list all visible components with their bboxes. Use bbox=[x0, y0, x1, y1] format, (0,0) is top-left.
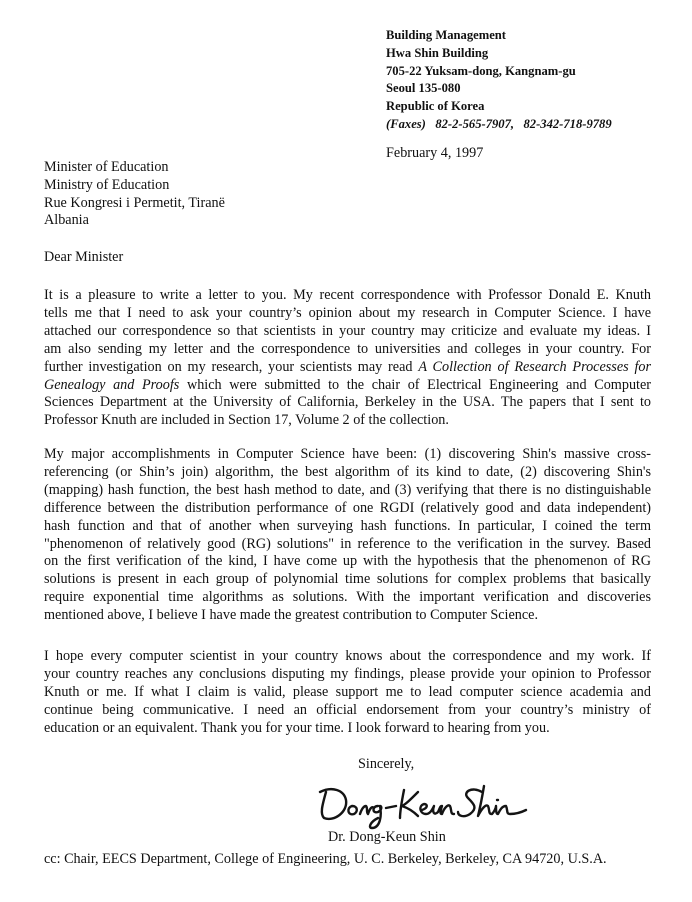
recipient-line: Albania bbox=[44, 212, 89, 229]
paragraph-line: (mapping) hash function, the best hash method to date, and (3) verifying that there is no distinguishable bbox=[44, 481, 651, 498]
sender-line: Hwa Shin Building bbox=[386, 45, 489, 60]
paragraph-line-text: which were submitted to the chair of Electrical Engineering and Computer bbox=[179, 376, 651, 393]
paragraph-line: solutions is present in each group of polynomial time solutions for complex problems that basically bbox=[44, 571, 651, 588]
letter-date: February 4, 1997 bbox=[386, 145, 484, 161]
body-paragraph-3 bbox=[44, 648, 651, 738]
fax-number: 82-342-718-9789 bbox=[523, 116, 612, 131]
sender-fax-line bbox=[386, 116, 612, 134]
recipient-line: Ministry of Education bbox=[44, 176, 170, 193]
recipient-line: Rue Kongresi i Permetit, Tiranë bbox=[44, 194, 225, 211]
paragraph-line: Professor Knuth are included in Section 17, Volume 2 of the collection. bbox=[44, 412, 449, 429]
paragraph-line: require exponential time algorithms as solutions. With the important verification and discoveries bbox=[44, 589, 651, 606]
book-title-part: A Collection of Research Processes for bbox=[418, 358, 652, 375]
paragraph-line: I hope every computer scientist in your country knows about the correspondence and my work. If bbox=[44, 648, 651, 664]
signer-name: Dr. Dong-Keun Shin bbox=[328, 829, 446, 845]
paragraph-line: on the first verification of the kind, I have come up with the hypothesis that the phenomenon of RG bbox=[44, 553, 651, 570]
paragraph-line: My major accomplishments in Computer Science have been: (1) discovering Shin's massive cross- bbox=[44, 446, 651, 462]
paragraph-line: Knuth or me. If what I claim is valid, please support me to lead computer science academia and bbox=[44, 683, 651, 700]
paragraph-line: continue being communicative. I need an official endorsement from your country’s ministry of bbox=[44, 701, 651, 718]
paragraph-line: Sciences Department at the University of California, Berkeley in the USA. The papers that I sent to bbox=[44, 394, 651, 411]
sender-line: Building Management bbox=[386, 28, 507, 42]
recipient-address-block bbox=[44, 159, 225, 230]
closing: Sincerely, bbox=[358, 756, 415, 772]
body-paragraph-1 bbox=[44, 287, 651, 430]
paragraph-line: am also sending my letter and the correspondence to universities and colleges in your country. For bbox=[44, 340, 651, 357]
paragraph-line bbox=[44, 359, 651, 377]
fax-label: (Faxes) bbox=[386, 116, 426, 131]
sender-line: 705-22 Yuksam-dong, Kangnam-gu bbox=[386, 63, 576, 78]
sender-address-block bbox=[386, 27, 612, 134]
sender-line: Seoul 135-080 bbox=[386, 81, 461, 96]
paragraph-line-text: further investigation on my research, your scientists may read bbox=[44, 358, 413, 375]
paragraph-line: education or an equivalent. Thank you for your time. I look forward to hearing from you. bbox=[44, 719, 550, 736]
paragraph-line bbox=[44, 377, 651, 395]
cc-line: cc: Chair, EECS Department, College of Engineering, U. C. Berkeley, Berkeley, CA 94720, U.S.A. bbox=[44, 851, 607, 867]
recipient-line: Minister of Education bbox=[44, 159, 169, 175]
body-paragraph-2 bbox=[44, 446, 651, 625]
paragraph-line: "phenomenon of relatively good (RG) solutions" in reference to the verification in the survey. Based bbox=[44, 535, 651, 552]
fax-number: 82-2-565-7907, bbox=[435, 116, 515, 131]
paragraph-line: mentioned above, I believe I have made the greatest contribution to Computer Science. bbox=[44, 607, 539, 624]
paragraph-line: your country reaches any conclusions disputing my findings, please provide your opinion to Professor bbox=[44, 665, 651, 682]
paragraph-line: tells me that I need to ask your country’s opinion about my research in Computer Science. I have bbox=[44, 304, 651, 321]
book-title-part: Genealogy and Proofs bbox=[44, 376, 180, 393]
paragraph-line: hash function and that of another when surveying hash functions. In particular, I coined the term bbox=[44, 517, 651, 534]
salutation: Dear Minister bbox=[44, 249, 124, 265]
sender-line: Republic of Korea bbox=[386, 99, 485, 114]
paragraph-line: attached our correspondence so that scientists in your country may criticize and evaluate my ideas. I bbox=[44, 322, 651, 339]
paragraph-line: It is a pleasure to write a letter to you. My recent correspondence with Professor Donald E. Knuth bbox=[44, 287, 651, 303]
paragraph-line: difference between the distribution performance of one RGDI (relatively good and data independent) bbox=[44, 499, 651, 516]
paragraph-line: referencing (or Shin’s join) algorithm, the best algorithm of its kind to date, (2) discovering Shin's bbox=[44, 463, 651, 480]
handwritten-signature bbox=[312, 772, 532, 832]
